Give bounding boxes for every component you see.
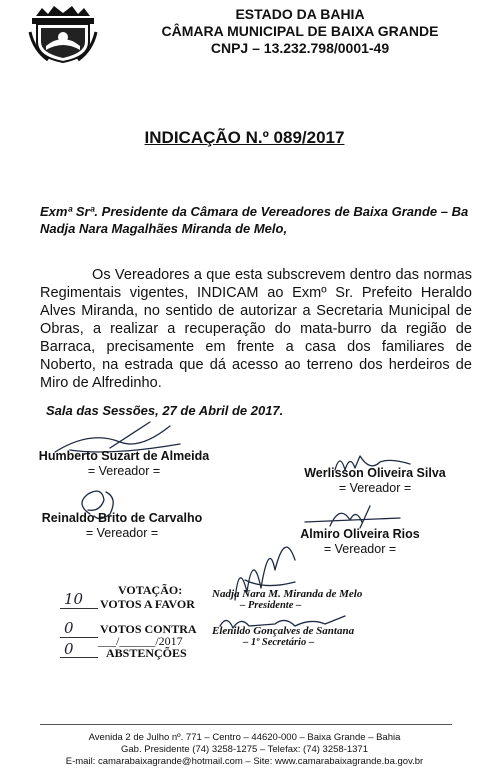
votes-favor-label: VOTOS A FAVOR: [100, 597, 195, 611]
abstentions-line: [60, 657, 98, 658]
secretary-role: – 1º Secretário –: [243, 637, 315, 648]
voting-date-line: ___/______/2017: [98, 634, 183, 648]
signer-role-reinaldo: = Vereador =: [85, 526, 159, 540]
document-title: INDICAÇÃO N.º 089/2017: [144, 128, 345, 147]
votes-contra-line: [60, 637, 98, 638]
secretary-role-text: 1º Secretário: [250, 637, 307, 648]
header-chamber: CÂMARA MUNICIPAL DE BAIXA GRANDE: [161, 23, 439, 39]
header-state: ESTADO DA BAHIA: [235, 6, 365, 22]
signer-role-werlisson: = Vereador =: [338, 481, 412, 495]
signer-name-werlisson: Werlisson Oliveira Silva: [304, 466, 446, 480]
votes-favor-line: [60, 608, 98, 609]
header-cnpj: CNPJ – 13.232.798/0001-49: [210, 40, 390, 56]
votes-contra-label: VOTOS CONTRA: [100, 622, 197, 636]
signer-name-humberto: Humberto Suzart de Almeida: [38, 449, 210, 463]
president-role-text: Presidente: [247, 600, 294, 611]
addressee-line-1: Exmª Srª. Presidente da Câmara de Vereadores de Baixa Grande – Ba: [40, 204, 469, 219]
signer-role-almiro: = Vereador =: [323, 542, 397, 556]
signature-scribble-almiro: [300, 500, 410, 530]
footer-phones: Gab. Presidente (74) 3258-1275 – Telefax: (74) 3258-1371: [121, 744, 368, 755]
voting-title: VOTAÇÃO:: [118, 583, 183, 597]
footer-divider: [40, 724, 452, 725]
addressee-line-2: Nadja Nara Magalhães Miranda de Melo,: [40, 221, 288, 236]
footer-contacts: E-mail: camarabaixagrande@hotmail.com – Site: www.camarabaixagrande.ba.gov.br: [65, 756, 424, 767]
coat-of-arms-logo: [28, 2, 98, 64]
president-name: Nadja Nara M. Miranda de Melo: [212, 588, 363, 600]
abstentions-value: 0: [64, 640, 74, 658]
abstentions-label: ABSTENÇÕES: [106, 646, 187, 660]
body-paragraph: Os Vereadores a que esta subscrevem dentro das normas Regimentais vigentes, INDICAM ao Exmº Sr. Prefeito Heraldo Alves Miranda, no sentido de autorizar a Secretaria Municipal de Obras, a realizar a recuperação do mata-burro da região de Barraca, precisamente em frente a casa dos familiares de Noberto, na estrada que dá acesso ao terreno dos herdeiros de Miro de Alfredinho.: [40, 267, 472, 391]
signer-role-humberto: = Vereador =: [87, 464, 161, 478]
footer-address: Avenida 2 de Julho nº. 771 – Centro – 44620-000 – Baixa Grande – Bahia: [88, 732, 401, 743]
votes-favor-value: 10: [64, 590, 84, 608]
secretary-name: Elenildo Gonçalves de Santana: [212, 625, 355, 637]
signer-name-almiro: Almiro Oliveira Rios: [300, 527, 420, 541]
votes-contra-value: 0: [64, 619, 74, 637]
president-role: – Presidente –: [240, 600, 302, 611]
session-date: Sala das Sessões, 27 de Abril de 2017.: [46, 403, 284, 418]
signer-name-reinaldo: Reinaldo Brito de Carvalho: [41, 511, 203, 525]
